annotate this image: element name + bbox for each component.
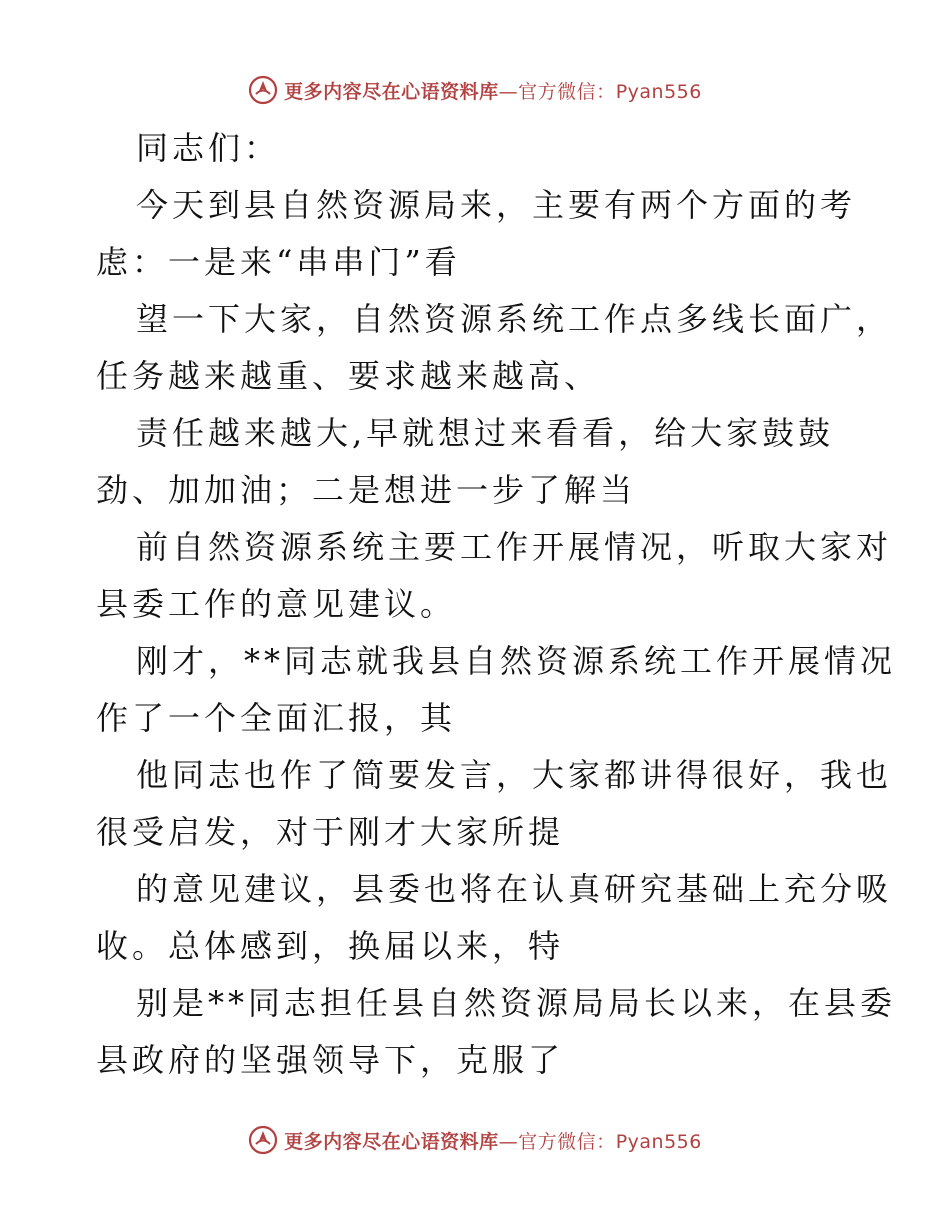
header-watermark-text <box>284 77 702 104</box>
footer-separator: — <box>498 1130 519 1153</box>
header-separator: — <box>498 80 519 103</box>
body-line-11: 作了一个全面汇报，其 <box>96 699 457 737</box>
body-line-14: 的意见建议，县委也将在认真研究基础上充分吸 <box>136 870 893 908</box>
body-line-2: 今天到县自然资源局来，主要有两个方面的考 <box>136 186 857 224</box>
body-line-10: 刚才，**同志就我县自然资源系统工作开展情况 <box>136 642 897 680</box>
footer-wechat-label: 官方微信： <box>518 1130 616 1153</box>
footer-watermark-banner <box>0 1120 950 1160</box>
body-line-3: 虑：一是来“串串门”看 <box>96 243 461 281</box>
body-line-17: 县政府的坚强领导下，克服了 <box>96 1041 565 1079</box>
footer-wechat-id: Pyan556 <box>615 1130 702 1153</box>
book-pen-logo-icon <box>248 75 278 105</box>
body-line-4: 望一下大家，自然资源系统工作点多线长面广， <box>136 300 893 338</box>
body-line-12: 他同志也作了简要发言，大家都讲得很好，我也 <box>136 756 893 794</box>
footer-watermark-text <box>284 1127 702 1154</box>
header-watermark-banner <box>0 70 950 110</box>
body-line-1: 同志们： <box>136 129 281 167</box>
header-brand-text: 更多内容尽在心语资料库 <box>284 80 499 103</box>
body-line-7: 劲、加加油；二是想进一步了解当 <box>96 471 637 509</box>
body-line-16: 别是**同志担任县自然资源局局长以来，在县委 <box>136 984 897 1022</box>
body-line-15: 收。总体感到，换届以来，特 <box>96 927 565 965</box>
body-line-8: 前自然资源系统主要工作开展情况，听取大家对 <box>136 528 893 566</box>
header-wechat-id: Pyan556 <box>615 80 702 103</box>
body-line-13: 很受启发，对于刚才大家所提 <box>96 813 565 851</box>
book-pen-logo-icon <box>248 1125 278 1155</box>
body-line-6: 责任越来越大,早就想过来看看，给大家鼓鼓 <box>136 414 835 452</box>
header-wechat-label: 官方微信： <box>518 80 616 103</box>
document-body <box>96 120 897 1089</box>
footer-brand-text: 更多内容尽在心语资料库 <box>284 1130 499 1153</box>
body-line-5: 任务越来越重、要求越来越高、 <box>96 357 601 395</box>
body-line-9: 县委工作的意见建议。 <box>96 585 457 623</box>
